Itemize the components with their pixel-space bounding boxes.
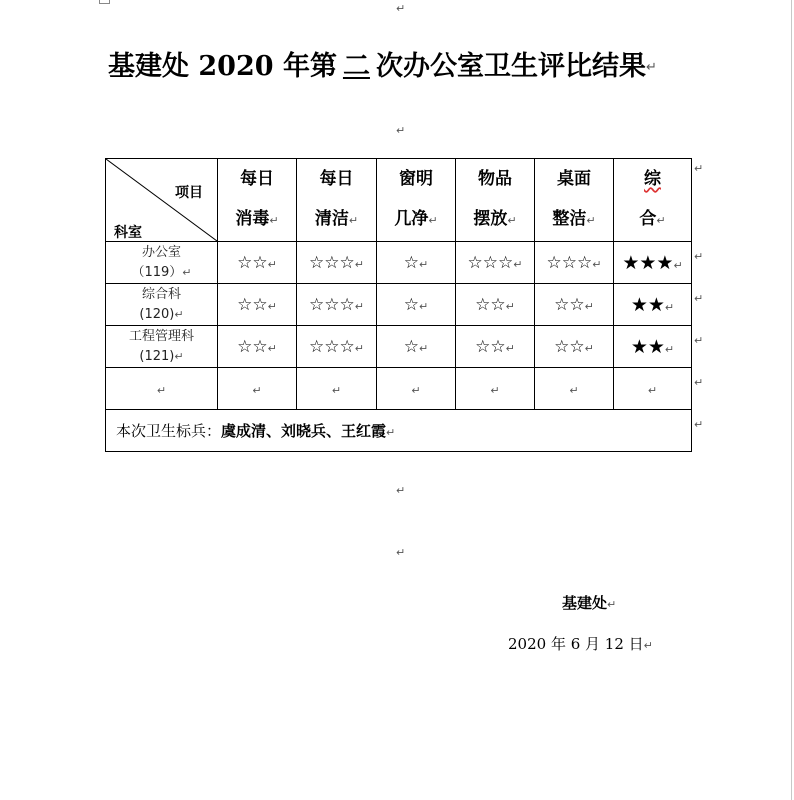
paragraph-mark: ↵ — [396, 124, 406, 137]
paragraph-mark: ↵ — [331, 384, 342, 397]
paragraph-mark: ↵ — [419, 257, 429, 271]
table-row — [106, 284, 692, 326]
paragraph-mark: ↵ — [396, 2, 406, 15]
rating-cell — [218, 326, 297, 368]
rating-cell — [456, 284, 535, 326]
column-header-line2: 摆放 — [473, 209, 508, 229]
empty-cell — [535, 368, 614, 410]
paragraph-mark: ↵ — [607, 598, 617, 611]
column-header-line2: 合 — [639, 209, 657, 229]
paragraph-mark: ↵ — [647, 384, 658, 397]
rating-stars: ☆☆ — [475, 294, 506, 315]
paragraph-mark: ↵ — [156, 384, 167, 397]
rating-stars: ☆ — [403, 252, 420, 273]
empty-cell — [377, 368, 456, 410]
column-header-line2: 几净 — [394, 209, 429, 229]
empty-row — [106, 368, 692, 410]
paragraph-mark: ↵ — [586, 214, 596, 227]
rating-cell — [456, 242, 535, 284]
row-end-mark: ↵ — [694, 162, 704, 175]
dept-code: (121) — [139, 348, 175, 364]
paragraph-mark: ↵ — [174, 307, 184, 321]
empty-cell — [106, 368, 218, 410]
rating-stars: ☆☆☆ — [309, 294, 355, 315]
paragraph-mark: ↵ — [386, 426, 396, 439]
rating-stars: ☆☆☆ — [309, 336, 355, 357]
dept-cell — [106, 326, 218, 368]
paragraph-mark: ↵ — [396, 484, 406, 497]
standard-row — [106, 410, 692, 452]
rating-cell — [297, 326, 377, 368]
paragraph-mark: ↵ — [513, 257, 523, 271]
overall-cell — [614, 242, 692, 284]
corner-header-dept: 科室 — [114, 225, 142, 241]
paragraph-mark: ↵ — [348, 214, 359, 227]
rating-stars: ☆☆ — [554, 336, 585, 357]
paragraph-mark: ↵ — [267, 257, 277, 271]
column-header-line1: 物品 — [478, 169, 512, 189]
rating-cell — [377, 242, 456, 284]
margin-corner-mark — [99, 0, 110, 4]
standard-names: 虞成清、刘晓兵、王红霞 — [221, 422, 387, 440]
paragraph-mark: ↵ — [584, 341, 594, 355]
column-header-line1: 窗明 — [399, 169, 433, 189]
dept-name: 综合科 — [141, 286, 181, 302]
rating-stars: ☆☆ — [475, 336, 506, 357]
dept-name: 工程管理科 — [128, 328, 194, 344]
empty-cell — [218, 368, 297, 410]
signature-unit-text: 基建处 — [562, 594, 608, 612]
overall-stars: ★★ — [630, 335, 665, 358]
rating-stars: ☆☆ — [554, 294, 585, 315]
column-header-line2: 清洁 — [314, 209, 349, 229]
standard-label: 本次卫生标兵： — [116, 422, 222, 440]
paragraph-mark: ↵ — [419, 341, 429, 355]
sanitation-model-cell — [106, 410, 692, 452]
rating-stars: ☆☆ — [237, 252, 268, 273]
rating-cell — [297, 242, 377, 284]
overall-stars: ★★★ — [622, 251, 674, 274]
paragraph-mark: ↵ — [252, 384, 262, 397]
paragraph-mark: ↵ — [354, 257, 364, 271]
paragraph-mark: ↵ — [490, 384, 500, 397]
dept-name: 办公室 — [141, 244, 181, 260]
paragraph-mark: ↵ — [182, 265, 192, 279]
rating-cell — [535, 326, 614, 368]
row-end-mark: ↵ — [694, 292, 704, 305]
rating-cell — [297, 284, 377, 326]
rating-cell — [456, 326, 535, 368]
column-header — [297, 159, 377, 242]
paragraph-mark: ↵ — [396, 546, 406, 559]
paragraph-mark: ↵ — [174, 349, 184, 363]
paragraph-mark: ↵ — [664, 342, 675, 356]
paragraph-mark: ↵ — [592, 257, 602, 271]
column-header-line1: 桌面 — [557, 169, 591, 189]
title-number: 二 — [342, 51, 370, 82]
rating-stars: ☆ — [403, 294, 420, 315]
paragraph-mark: ↵ — [584, 299, 594, 313]
dept-cell — [106, 242, 218, 284]
overall-cell — [614, 326, 692, 368]
column-header-line1: 每日 — [319, 169, 354, 189]
overall-cell — [614, 284, 692, 326]
paragraph-mark: ↵ — [419, 299, 429, 313]
paragraph-mark: ↵ — [354, 299, 364, 313]
paragraph-mark: ↵ — [643, 639, 653, 652]
paragraph-mark: ↵ — [354, 341, 364, 355]
dept-cell — [106, 284, 218, 326]
rating-stars: ☆☆ — [237, 336, 268, 357]
signature-date-text: 2020 年 6 月 12 日 — [508, 635, 644, 653]
rating-stars: ☆☆☆ — [309, 252, 355, 273]
column-header-line1: 综 — [644, 169, 661, 189]
rating-stars: ☆☆☆ — [546, 252, 593, 273]
empty-cell — [297, 368, 377, 410]
paragraph-mark: ↵ — [411, 384, 421, 397]
rating-cell — [535, 284, 614, 326]
table-row — [106, 242, 692, 284]
paragraph-mark: ↵ — [267, 299, 277, 313]
table-row — [106, 326, 692, 368]
rating-cell — [377, 284, 456, 326]
column-header — [218, 159, 297, 242]
column-header — [377, 159, 456, 242]
paragraph-mark: ↵ — [505, 299, 515, 313]
row-end-mark: ↵ — [694, 250, 704, 263]
paragraph-mark: ↵ — [673, 258, 683, 272]
rating-stars: ☆☆ — [237, 294, 268, 315]
rating-cell — [218, 242, 297, 284]
rating-table — [105, 158, 692, 452]
overall-stars: ★★ — [630, 293, 665, 316]
column-header-line2: 消毒 — [235, 209, 270, 229]
column-header-line1: 每日 — [240, 169, 274, 189]
column-header — [456, 159, 535, 242]
document-title — [108, 44, 708, 83]
header-row — [106, 159, 692, 242]
title-prefix: 基建处 2020 年第 — [108, 51, 337, 82]
page-edge — [791, 0, 792, 800]
paragraph-mark: ↵ — [428, 214, 438, 227]
paragraph-mark: ↵ — [656, 214, 666, 227]
dept-code: (120) — [139, 306, 175, 322]
signature-date — [508, 633, 653, 654]
row-end-mark: ↵ — [694, 418, 704, 431]
paragraph-mark: ↵ — [645, 60, 657, 75]
row-end-mark: ↵ — [694, 376, 704, 389]
column-header-overall — [614, 159, 692, 242]
corner-header-cell — [106, 159, 218, 242]
rating-cell — [218, 284, 297, 326]
paragraph-mark: ↵ — [507, 214, 517, 227]
corner-header-item: 项目 — [175, 185, 203, 201]
row-end-mark: ↵ — [694, 334, 704, 347]
paragraph-mark: ↵ — [664, 300, 675, 314]
rating-stars: ☆☆☆ — [467, 252, 514, 273]
paragraph-mark: ↵ — [269, 214, 279, 227]
rating-cell — [377, 326, 456, 368]
column-header — [535, 159, 614, 242]
paragraph-mark: ↵ — [505, 341, 515, 355]
empty-cell — [456, 368, 535, 410]
paragraph-mark: ↵ — [569, 384, 579, 397]
rating-stars: ☆ — [403, 336, 420, 357]
title-suffix: 次办公室卫生评比结果 — [375, 51, 646, 82]
signature-unit — [562, 592, 616, 613]
rating-cell — [535, 242, 614, 284]
column-header-line2: 整洁 — [552, 209, 587, 229]
dept-code: （119） — [131, 264, 183, 280]
empty-cell — [614, 368, 692, 410]
paragraph-mark: ↵ — [267, 341, 277, 355]
